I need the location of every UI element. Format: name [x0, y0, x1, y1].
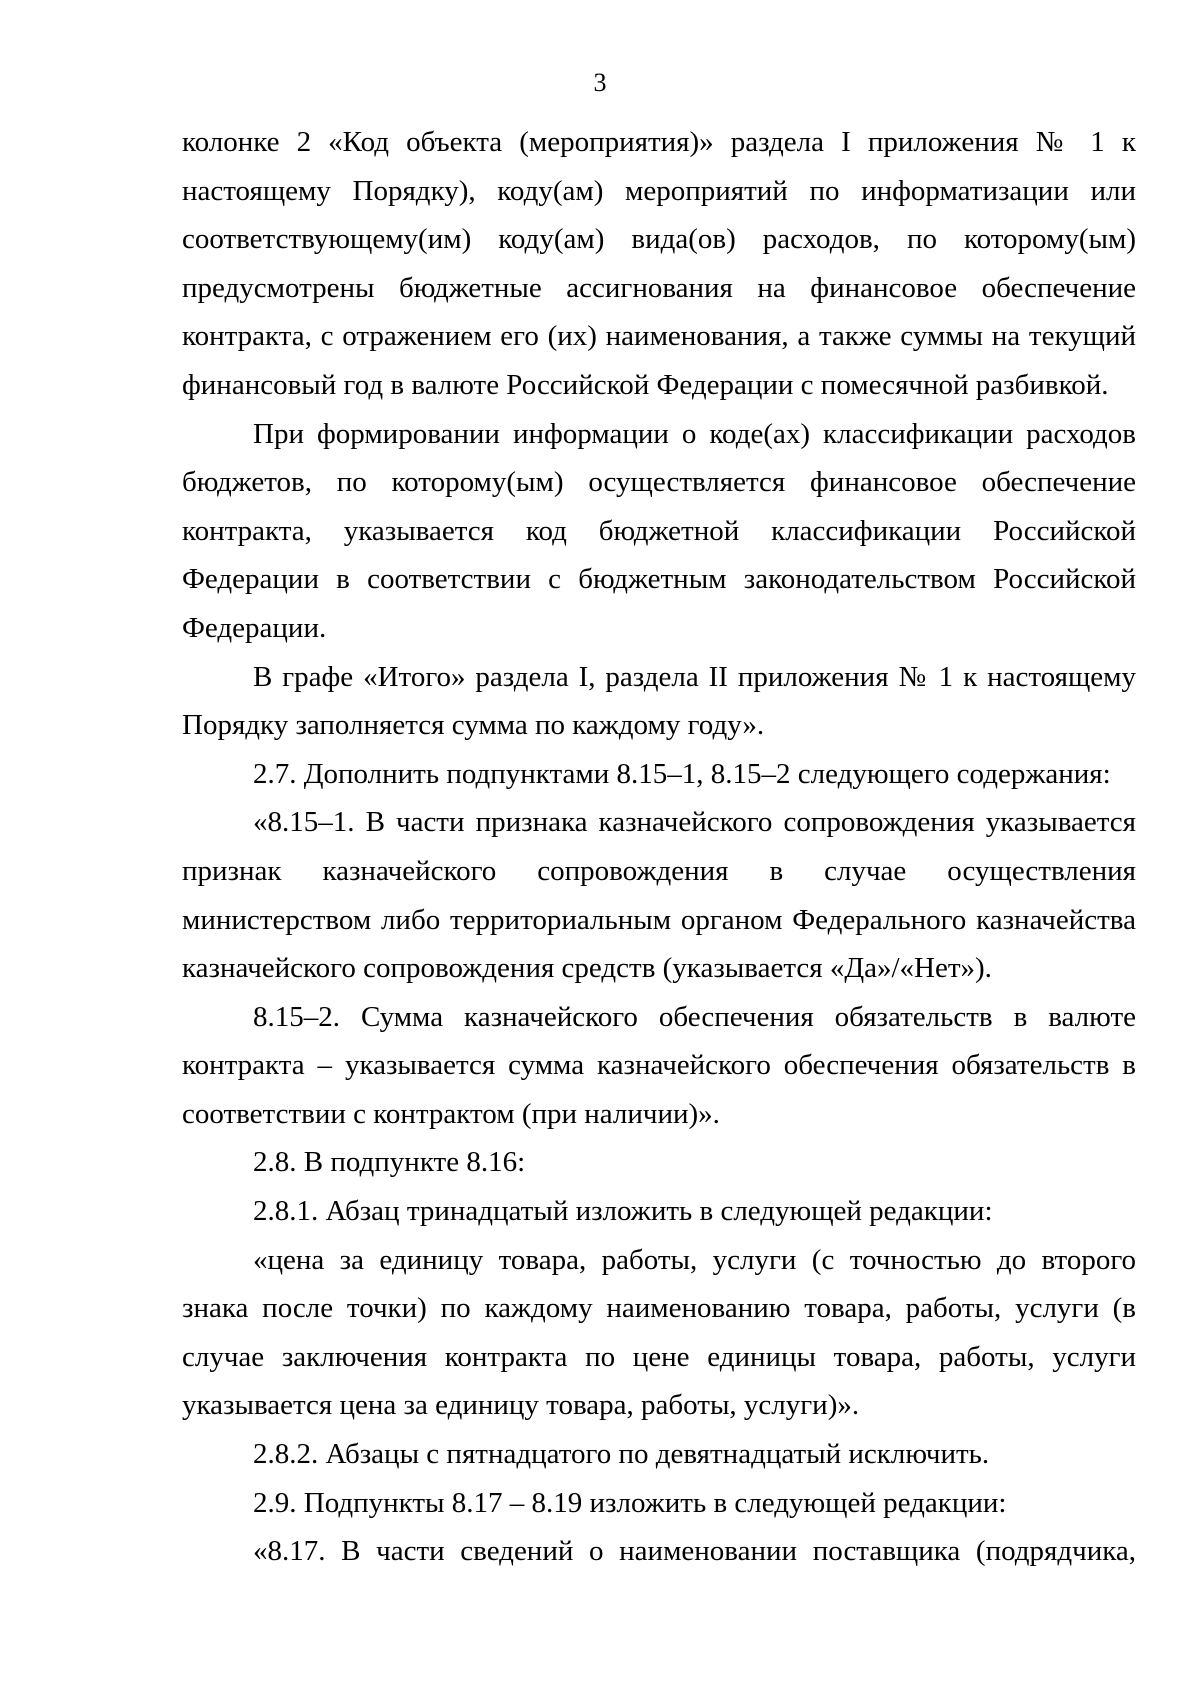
paragraph-12: «8.17. В части сведений о наименовании поставщика (подрядчика, — [253, 1535, 1136, 1568]
paragraph-8: 2.8.1. Абзац тринадцатый изложить в следующей редакции: — [253, 1195, 993, 1228]
paragraph-6: 8.15–2. Сумма казначейского обеспечения обязательств в валюте контракта – указывается сумма казначейского обеспечения обязательств в соответствии с контрактом (при наличии)». — [182, 1000, 1136, 1130]
paragraph-10: 2.8.2. Абзацы с пятнадцатого по девятнадцатый исключить. — [253, 1438, 990, 1471]
page-number: 3 — [593, 68, 607, 97]
paragraph-5: «8.15–1. В части признака казначейского сопровождения указывается признак казначейского сопровождения в случае осуществления министерством либо территориальным органом Федерального казначейства казначейского сопровождения средств (указывается «Да»/«Нет»). — [182, 806, 1136, 985]
paragraph-7: 2.8. В подпункте 8.16: — [253, 1146, 526, 1179]
paragraph-1: колонке 2 «Код объекта (мероприятия)» раздела I приложения № 1 к настоящему Порядку), коду(ам) мероприятий по информатизации или соответствующему(им) коду(ам) вида(ов) расходов, по которому(ым) предусмотрены бюджетные ассигнования на финансовое обеспечение контракта, с отражением его (их) наименования, а также суммы на текущий финансовый год в валюте Российской Федерации с помесячной разбивкой. — [182, 126, 1136, 401]
paragraph-9: «цена за единицу товара, работы, услуги (с точностью до второго знака после точки) по каждому наименованию товара, работы, услуги (в случае заключения контракта по цене единицы товара, работы, услуги указывается цена за единицу товара, работы, услуги)». — [182, 1243, 1136, 1422]
document-body — [182, 118, 1136, 1576]
paragraph-4: 2.7. Дополнить подпунктами 8.15–1, 8.15–2 следующего содержания: — [253, 757, 1111, 790]
paragraph-2: При формировании информации о коде(ах) классификации расходов бюджетов, по которому(ым) осуществляется финансовое обеспечение контракта, указывается код бюджетной классификации Российской Федерации в соответствии с бюджетным законодательством Российской Федерации. — [182, 417, 1136, 644]
paragraph-3: В графе «Итого» раздела I, раздела II приложения № 1 к настоящему Порядку заполняется сумма по каждому году». — [182, 660, 1136, 742]
paragraph-11: 2.9. Подпункты 8.17 – 8.19 изложить в следующей редакции: — [253, 1486, 1007, 1519]
